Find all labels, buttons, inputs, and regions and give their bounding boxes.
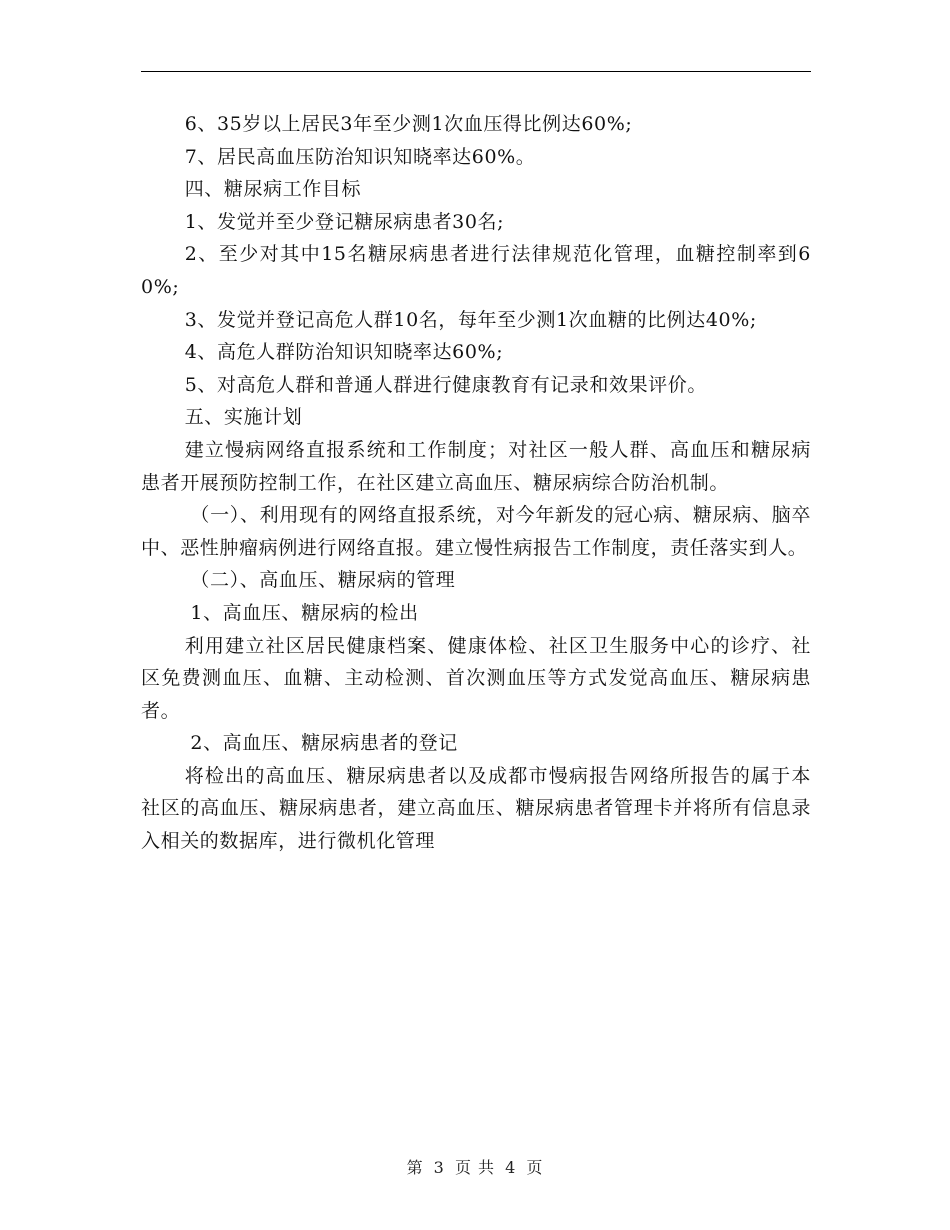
paragraph: 5、对高危人群和普通人群进行健康教育有记录和效果评价。 — [184, 373, 707, 396]
paragraph: 利用建立社区居民健康档案、健康体检、社区卫生服务中心的诊疗、社区免费测血压、血糖、主动检测、首次测血压等方式发觉高血压、糖尿病患者。 — [141, 634, 811, 722]
subsection-heading: 2、高血压、糖尿病患者的登记 — [190, 732, 458, 755]
current-page-number: 3 — [433, 1158, 445, 1177]
paragraph: 2、至少对其中15名糖尿病患者进行法律规范化管理，血糖控制率到60%; — [141, 243, 811, 298]
footer-prefix: 第 — [406, 1158, 424, 1177]
footer-mid: 页 共 — [454, 1158, 496, 1177]
total-pages-number: 4 — [505, 1158, 517, 1177]
page-footer — [0, 1155, 950, 1178]
paragraph: （一）、利用现有的网络直报系统，对今年新发的冠心病、糖尿病、脑卒中、恶性肿瘤病例进行网络直报。建立慢性病报告工作制度，责任落实到人。 — [141, 504, 811, 559]
paragraph: 3、发觉并登记高危人群10名，每年至少测1次血糖的比例达40%; — [184, 308, 757, 331]
section-heading: 四、糖尿病工作目标 — [184, 178, 362, 201]
paragraph: 将检出的高血压、糖尿病患者以及成都市慢病报告网络所报告的属于本社区的高血压、糖尿病患者，建立高血压、糖尿病患者管理卡并将所有信息录入相关的数据库，进行微机化管理 — [141, 764, 811, 853]
paragraph: 建立慢病网络直报系统和工作制度；对社区一般人群、高血压和糖尿病患者开展预防控制工作，在社区建立高血压、糖尿病综合防治机制。 — [141, 438, 811, 494]
paragraph: 7、居民高血压防治知识知晓率达60%。 — [184, 145, 536, 168]
header-rule — [141, 71, 811, 72]
paragraph: 1、发觉并至少登记糖尿病患者30名; — [184, 210, 505, 233]
paragraph: 6、35岁以上居民3年至少测1次血压得比例达60%; — [184, 113, 633, 135]
subsection-heading: （二）、高血压、糖尿病的管理 — [190, 569, 456, 592]
paragraph: 4、高危人群防治知识知晓率达60%; — [184, 341, 504, 364]
footer-suffix: 页 — [526, 1158, 544, 1177]
section-heading: 五、实施计划 — [184, 406, 303, 429]
subsection-heading: 1、高血压、糖尿病的检出 — [190, 601, 419, 624]
document-body — [141, 108, 811, 858]
